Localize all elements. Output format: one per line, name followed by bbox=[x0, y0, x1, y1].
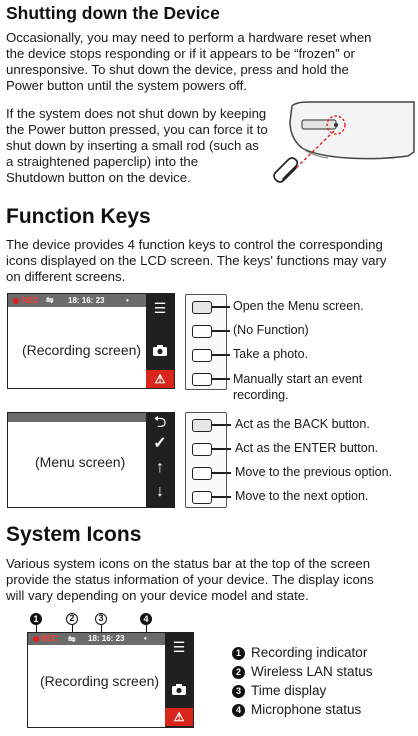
key-lead-line bbox=[211, 424, 231, 426]
text-line: Power button until the system powers off. bbox=[6, 78, 247, 93]
function-key-panel-menu bbox=[185, 412, 227, 508]
recording-indicator-icon bbox=[33, 636, 39, 642]
function-key-4[interactable] bbox=[192, 491, 212, 504]
key-2-description: (No Function) bbox=[233, 323, 309, 337]
screen-label: (Menu screen) bbox=[35, 454, 126, 470]
down-arrow-icon[interactable]: ↓ bbox=[156, 483, 164, 500]
wireless-lan-icon: ⇋ bbox=[46, 295, 54, 305]
legend-label: Time display bbox=[251, 683, 327, 698]
callout-2: 2 bbox=[66, 613, 78, 625]
rec-label: REC bbox=[41, 634, 58, 643]
system-icons-recording-screen bbox=[27, 632, 194, 728]
legend-item bbox=[232, 683, 326, 699]
legend-number: 4 bbox=[232, 704, 245, 717]
status-bar bbox=[8, 413, 146, 422]
legend-label: Recording indicator bbox=[251, 645, 368, 660]
key-1-description: Open the Menu screen. bbox=[233, 299, 364, 313]
key-1-description: Act as the BACK button. bbox=[235, 417, 370, 431]
warning-icon[interactable]: ⚠ bbox=[146, 370, 174, 388]
legend-label: Wireless LAN status bbox=[251, 664, 373, 679]
key-lead-line bbox=[211, 330, 230, 332]
screen-label: (Recording screen) bbox=[40, 673, 160, 689]
menu-icon[interactable]: ☰ bbox=[172, 639, 186, 655]
camera-icon[interactable] bbox=[165, 683, 193, 701]
key-4-description-cont: recording. bbox=[233, 388, 289, 402]
key-lead-line bbox=[211, 306, 230, 308]
function-keys-heading: Function Keys bbox=[6, 205, 151, 228]
text-line: a straightened paperclip) into the bbox=[6, 154, 199, 169]
side-panel bbox=[165, 633, 193, 727]
key-4-description: Move to the next option. bbox=[235, 489, 369, 503]
rec-label: REC bbox=[22, 296, 39, 305]
text-line: will vary depending on your device model and state. bbox=[6, 588, 309, 603]
text-line: Various system icons on the status bar at the top of the screen bbox=[6, 556, 371, 571]
key-lead-line bbox=[211, 448, 231, 450]
device-shutdown-illustration bbox=[268, 98, 416, 190]
side-panel bbox=[146, 413, 174, 507]
text-line: Shutdown button on the device. bbox=[6, 170, 191, 185]
key-lead-line bbox=[211, 472, 231, 474]
legend-number: 1 bbox=[232, 647, 245, 660]
legend-label: Microphone status bbox=[251, 702, 362, 717]
key-2-description: Act as the ENTER button. bbox=[235, 441, 379, 455]
legend-item bbox=[232, 664, 373, 680]
status-bar bbox=[8, 294, 146, 307]
legend-item bbox=[232, 702, 361, 718]
time-display: 18: 16: 23 bbox=[68, 296, 105, 305]
check-icon[interactable]: ✓ bbox=[153, 435, 167, 452]
text-line: unresponsive. To shut down the device, press and hold the bbox=[6, 62, 349, 77]
menu-screen bbox=[7, 412, 175, 508]
text-line: the Power button pressed, you can force it to bbox=[6, 122, 268, 137]
menu-icon[interactable]: ☰ bbox=[153, 300, 167, 316]
microphone-icon: • bbox=[126, 296, 129, 305]
recording-screen bbox=[7, 293, 175, 389]
callout-4: 4 bbox=[140, 613, 152, 625]
callout-3: 3 bbox=[95, 613, 107, 625]
key-3-description: Take a photo. bbox=[233, 347, 309, 361]
text-line: Occasionally, you may need to perform a hardware reset when bbox=[6, 30, 372, 45]
text-line: shut down by inserting a small rod (such as bbox=[6, 138, 259, 153]
shutdown-hole bbox=[334, 123, 338, 127]
camera-icon[interactable] bbox=[146, 344, 174, 362]
warning-icon[interactable]: ⚠ bbox=[165, 708, 193, 726]
back-icon[interactable]: ⮌ bbox=[153, 414, 167, 431]
function-key-1[interactable] bbox=[192, 301, 212, 314]
text-line: icons displayed on the LCD screen. The keys' functions may vary bbox=[6, 253, 387, 268]
status-bar bbox=[28, 633, 165, 645]
side-panel bbox=[146, 294, 174, 388]
paperclip bbox=[274, 158, 297, 182]
device-body bbox=[290, 102, 414, 159]
callout-1: 1 bbox=[30, 613, 42, 625]
text-line: The device provides 4 function keys to control the corresponding bbox=[6, 237, 383, 252]
text-line: If the system does not shut down by keeping bbox=[6, 106, 267, 121]
key-lead-line bbox=[211, 378, 230, 380]
legend-number: 2 bbox=[232, 666, 245, 679]
function-key-2[interactable] bbox=[192, 443, 212, 456]
legend-item bbox=[232, 645, 367, 661]
system-icons-heading: System Icons bbox=[6, 523, 142, 546]
function-key-panel-recording bbox=[185, 294, 227, 390]
function-key-1[interactable] bbox=[192, 419, 212, 432]
screen-label: (Recording screen) bbox=[22, 342, 142, 358]
up-arrow-icon[interactable]: ↑ bbox=[156, 459, 164, 476]
text-line: on different screens. bbox=[6, 269, 126, 284]
text-line: the device stops responding or if it appears to be “frozen” or bbox=[6, 46, 355, 61]
text-line: provide the status information of your device. The display icons bbox=[6, 572, 374, 587]
key-lead-line bbox=[211, 496, 231, 498]
wireless-lan-icon: ⇋ bbox=[68, 634, 76, 644]
legend-number: 3 bbox=[232, 685, 245, 698]
function-key-4[interactable] bbox=[192, 373, 212, 386]
time-display: 18: 16: 23 bbox=[88, 634, 125, 643]
recording-indicator-icon bbox=[13, 298, 19, 304]
microphone-icon: • bbox=[144, 634, 147, 643]
function-key-3[interactable] bbox=[192, 467, 212, 480]
function-key-2[interactable] bbox=[192, 325, 212, 338]
key-lead-line bbox=[211, 354, 230, 356]
function-key-3[interactable] bbox=[192, 349, 212, 362]
device-slot bbox=[302, 120, 336, 129]
shutdown-heading: Shutting down the Device bbox=[6, 3, 220, 23]
key-3-description: Move to the previous option. bbox=[235, 465, 393, 479]
key-4-description: Manually start an event bbox=[233, 372, 363, 386]
